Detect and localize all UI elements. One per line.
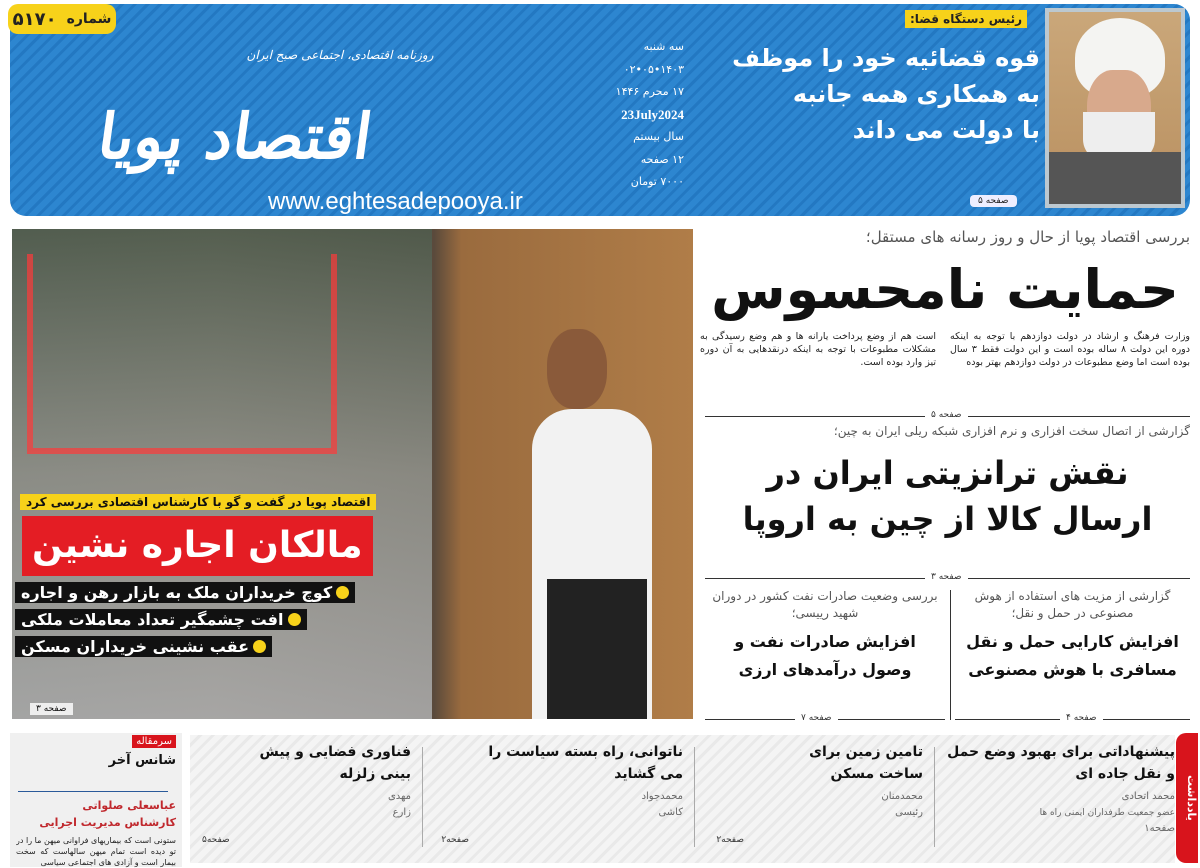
editorial-body: ستونی است که بیماریهای فراوانی میهن ما را در تو دیده است تمام میهن سالهاست که سخت بیمار است و آزادی های اجتماعی سیاسی (16, 836, 176, 867)
oil-kicker: بررسی وضعیت صادرات نفت کشور در دوران شهید رییسی؛ (712, 589, 938, 620)
bullet-icon (253, 640, 266, 653)
issue-badge (8, 4, 116, 34)
notes-strip (190, 735, 1175, 863)
website-url[interactable]: www.eghtesadepooya.ir (268, 188, 523, 215)
top-story-kicker: رئیس دستگاه قضا: (905, 10, 1027, 28)
top-story-headline[interactable] (690, 40, 1040, 148)
page-ref: صفحه۵ (202, 835, 230, 845)
note-role: رئیسی (895, 807, 923, 818)
divider (934, 747, 935, 847)
tagline: روزنامه اقتصادی، اجتماعی صبح ایران (246, 48, 434, 62)
page-ref: صفحه ۴ (1060, 713, 1103, 723)
note-title: فناوری فضایی و پیش بینی زلزله (259, 744, 411, 782)
judiciary-chief-photo (1045, 8, 1185, 208)
divider (422, 747, 423, 847)
page-ref: صفحه ۷ (795, 713, 838, 723)
year: سال بیستم (633, 130, 684, 143)
headline-line: ارسال کالا از چین به اروپا (742, 500, 1153, 538)
lead-kicker: بررسی اقتصاد پویا از حال و روز رسانه های مستقل؛ (865, 228, 1190, 246)
headline-line: وصول درآمدهای ارزی (738, 660, 912, 679)
oil-story[interactable] (705, 588, 945, 684)
notes-tab: یادداشت (1176, 733, 1198, 863)
bullet-text: عقب نشینی خریداران مسکن (21, 637, 250, 656)
bullet-item (15, 609, 307, 630)
editorial-label: سرمقاله (132, 735, 176, 748)
note-author: محمدجواد (641, 791, 683, 802)
page-ref: صفحه ۵ (970, 195, 1017, 207)
ai-kicker: گزارشی از مزیت های استفاده از هوش مصنوعی در حمل و نقل؛ (974, 589, 1171, 620)
page-ref: صفحه۲ (441, 835, 469, 845)
photo-story-title[interactable]: مالکان اجاره نشین (22, 516, 373, 576)
page-count: ۱۲ صفحه (640, 152, 684, 166)
price: ۷۰۰۰ تومان (630, 175, 684, 188)
lead-headline[interactable]: حمایت نامحسوس (711, 258, 1179, 321)
lead-body-right: وزارت فرهنگ و ارشاد در دولت دوازدهم با توجه به اینکه دوره این دولت ۸ ساله بوده است و این دولت فقط ۳ سال بوده است اما وضع مطبوعات در دولت دوازدهم بهتر بوده (950, 331, 1190, 368)
note-role: عضو جمعیت طرفداران ایمنی راه ها (1039, 808, 1175, 818)
note-role: زارع (392, 807, 411, 818)
note-author: محمد اتحادی (1121, 791, 1175, 802)
bullet-icon (288, 613, 301, 626)
lunar-date: ۱۷ محرم ۱۴۴۶ (615, 85, 684, 98)
issue-label: شماره (66, 11, 112, 27)
date-block (598, 36, 684, 194)
lead-body-left: است هم از وضع پرداخت یارانه ها و هم وضع رسیدگی به مشکلات مطبوعات با توجه به اینکه درنقدهایی به آن دوره تیز وارد بوده است. (700, 331, 936, 368)
note-item[interactable] (251, 741, 411, 821)
editorial-title: شانس آخر (108, 753, 176, 768)
photo-story-kicker: اقتصاد پویا در گفت و گو با کارشناس اقتصادی بررسی کرد (20, 494, 376, 510)
divider (950, 590, 951, 720)
note-item[interactable] (773, 741, 923, 821)
headline-line: افزایش صادرات نفت و (734, 632, 916, 651)
headline-line: نقش ترانزیتی ایران در (766, 454, 1129, 492)
headline-line: افزایش کارایی حمل و نقل (966, 632, 1179, 651)
headline-line: قوه قضائیه خود را موظف (732, 44, 1040, 72)
bullet-icon (336, 586, 349, 599)
note-title: ناتوانی، راه بسته سیاست را می گشاید (488, 744, 683, 782)
note-title: تامین زمین برای ساخت مسکن (809, 744, 923, 782)
editorial-author: عباسعلی صلواتی (82, 799, 176, 812)
solar-date: ۱۴۰۳•۰۵•۰۲ (623, 62, 684, 76)
transit-kicker: گزارشی از اتصال سخت افزاری و نرم افزاری شبکه ریلی ایران به چین؛ (833, 424, 1190, 438)
page-ref: صفحه۱ (1144, 823, 1175, 834)
note-author: مهدی (387, 791, 411, 802)
transit-story[interactable] (705, 424, 1190, 542)
note-item[interactable] (943, 741, 1175, 837)
bullet-item (15, 582, 355, 603)
right-column (700, 228, 1190, 369)
gregorian-date: 23July2024 (621, 106, 684, 122)
page-ref: صفحه۲ (716, 835, 744, 845)
headline-line: به همکاری همه جانبه (792, 80, 1040, 108)
editorial-role: کارشناس مدیریت اجرایی (39, 816, 176, 829)
headline-line: مسافری با هوش مصنوعی (968, 660, 1177, 679)
weekday: سه شنبه (643, 40, 684, 53)
page-ref: صفحه ۳ (925, 572, 968, 582)
newspaper-logo: اقتصاد پویا (93, 100, 377, 173)
bullet-item (15, 636, 272, 657)
note-item[interactable] (483, 741, 683, 821)
page-ref: صفحه ۳ (30, 703, 73, 715)
bullet-text: کوچ خریداران ملک به بازار رهن و اجاره (21, 583, 333, 602)
page-ref: صفحه ۵ (925, 410, 968, 420)
divider (694, 747, 695, 847)
editorial[interactable] (10, 733, 182, 867)
note-role: کاشی (658, 807, 683, 818)
headline-line: با دولت می داند (852, 116, 1040, 144)
note-author: محمدمنان (881, 791, 923, 802)
divider (18, 791, 168, 792)
note-title: پیشنهاداتی برای بهبود وضع حمل و نقل جاده ای (947, 744, 1175, 782)
issue-number: ۵۱۷۰ (12, 8, 57, 30)
bullet-text: افت چشمگیر تعداد معاملات ملکی (21, 610, 284, 629)
ai-story[interactable] (955, 588, 1190, 684)
